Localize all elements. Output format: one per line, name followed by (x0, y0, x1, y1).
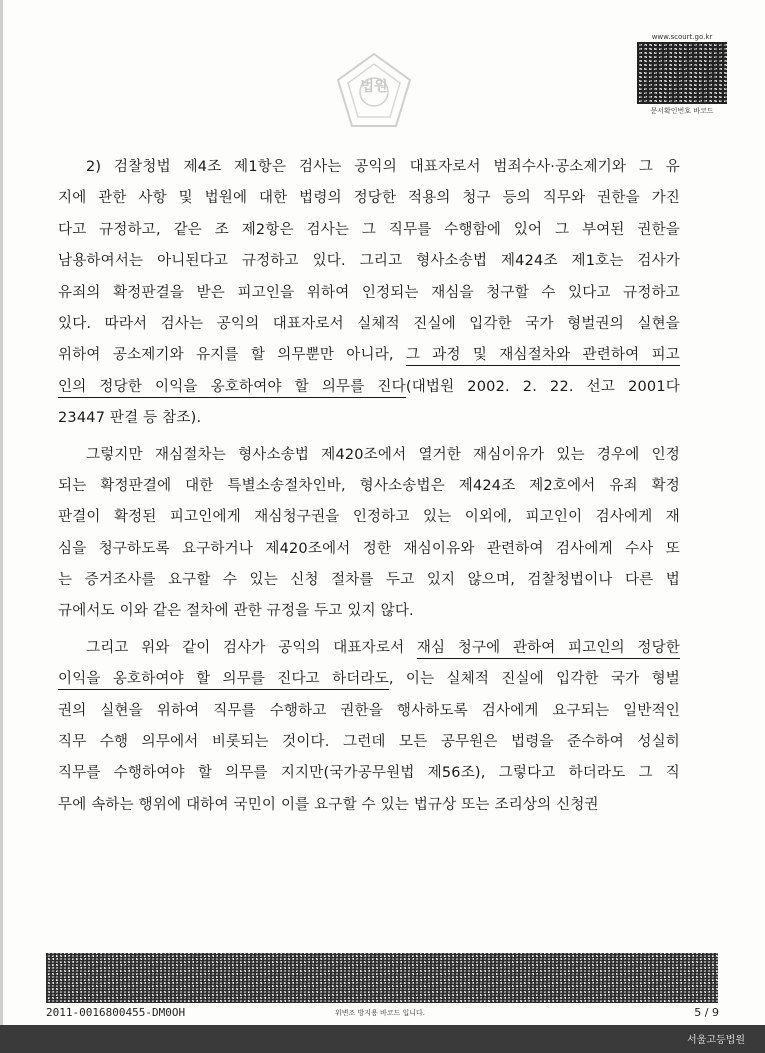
text-segment: 되는 확정판결에 대한 특별소송절차인바, 형사소송법은 제424조 제2호에서 유죄 확정 (58, 477, 680, 494)
text-segment: 무에 속하는 행위에 대하여 국민이 이를 요구할 수 있는 법규상 또는 조리상의 신청권 (58, 796, 599, 813)
text-segment: 심을 청구하도록 요구하거나 제420조에서 정한 재심이유와 관련하여 검사에게 수사 또 (58, 540, 680, 557)
text-line (58, 152, 680, 183)
text-line (58, 309, 680, 340)
text-line (58, 440, 680, 471)
text-segment: 는 증거조사를 요구할 수 있는 신청 절차를 두고 있지 않으며, 검찰청법이나 다른 법 (58, 572, 680, 589)
text-segment: 유죄의 확정판결을 받은 피고인을 위하여 인정되는 재심을 청구할 수 있다고 규정하고 (58, 284, 680, 301)
text-line (58, 502, 680, 533)
text-line (58, 372, 680, 403)
text-segment: (대법원 2002. 2. 22. 선고 2001다 (405, 378, 680, 395)
document-id: 2011-0016800455-DM0OH (46, 1006, 186, 1019)
seal-text: 법원 (360, 79, 388, 95)
qr-code (637, 42, 727, 104)
text-line (58, 471, 680, 502)
court-name: 서울고등법원 (687, 1035, 745, 1046)
site-url: www.scourt.go.kr (651, 33, 713, 41)
text-segment: 규에서도 이와 같은 절차에 관한 규정을 두고 있지 않다. (58, 603, 414, 620)
scan-bottom-edge (0, 1025, 765, 1053)
text-line (58, 340, 680, 371)
text-line (58, 565, 680, 596)
text-line (58, 183, 680, 214)
underlined-text: 그 과정 및 재심절차와 관련하여 피고 (405, 347, 680, 364)
text-segment: 그리고 위와 같이 검사가 공익의 대표자로서 (86, 639, 417, 656)
qr-caption: 문서확인번호 바코드 (650, 107, 714, 115)
text-segment: 남용하여서는 아니된다고 규정하고 있다. 그리고 형사소송법 제424조 제1호는 검사가 (58, 253, 680, 270)
text-line (58, 534, 680, 565)
text-segment: 직무 수행 의무에서 비롯되는 것이다. 그런데 모든 공무원은 법령을 준수하여 성실히 (58, 734, 680, 751)
text-line (58, 696, 680, 727)
text-segment: 직무를 수행하여야 할 의무를 지지만(국가공무원법 제56조), 그렇다고 하더라도 그 직 (58, 765, 680, 782)
underlined-text: 재심 청구에 관하여 피고인의 정당한 (416, 639, 680, 656)
text-segment: 위하여 공소제기와 유지를 할 의무뿐만 아니라, (58, 347, 406, 364)
text-line (58, 633, 680, 664)
court-seal-watermark (332, 50, 416, 134)
text-segment: 다고 규정하고, 같은 조 제2항은 검사는 그 직무를 수행함에 있어 그 부여된 권한을 (58, 221, 680, 238)
barcode-caption: 위변조 방지용 바코드 입니다. (334, 1009, 426, 1017)
underlined-text: 인의 정당한 이익을 옹호하여야 할 의무를 진다 (58, 378, 406, 395)
underlined-text: 이익을 옹호하여야 할 의무를 진다고 하더라도 (58, 671, 389, 688)
text-segment: , 이는 실체적 진실에 입각한 국가 형벌 (388, 671, 680, 688)
text-segment: 권의 실현을 위하여 직무를 수행하고 권한을 행사하도록 검사에게 요구되는 일반적인 (58, 702, 680, 719)
text-segment: 있다. 따라서 검사는 공익의 대표자로서 실체적 진실에 입각한 국가 형벌권의 실현을 (58, 315, 680, 332)
text-segment: 지에 관한 사항 및 법원에 대한 법령의 정당한 적용의 청구 등의 직무와 권한을 가진 (58, 190, 680, 207)
text-line (58, 278, 680, 309)
text-line (58, 790, 680, 821)
page-number: 5 / 9 (694, 1006, 719, 1019)
text-line (58, 596, 680, 627)
text-line (58, 664, 680, 695)
text-segment: 2) 검찰청법 제4조 제1항은 검사는 공익의 대표자로서 범죄수사·공소제기와 그 유 (86, 159, 680, 175)
text-segment: 판결이 확정된 피고인에게 재심청구권을 인정하고 있는 이외에, 피고인이 검사에게 재 (58, 509, 680, 526)
text-segment: 23447 판결 등 참조). (58, 410, 202, 427)
text-line (58, 758, 680, 789)
text-line (58, 727, 680, 758)
text-line (58, 215, 680, 246)
judgment-body-text (58, 152, 680, 821)
text-line (58, 403, 680, 434)
scan-edge (0, 0, 3, 1053)
text-line (58, 246, 680, 277)
anti-forgery-barcode (46, 953, 718, 1003)
text-segment: 그렇지만 재심절차는 형사소송법 제420조에서 열거한 재심이유가 있는 경우에 인정 (86, 446, 680, 463)
